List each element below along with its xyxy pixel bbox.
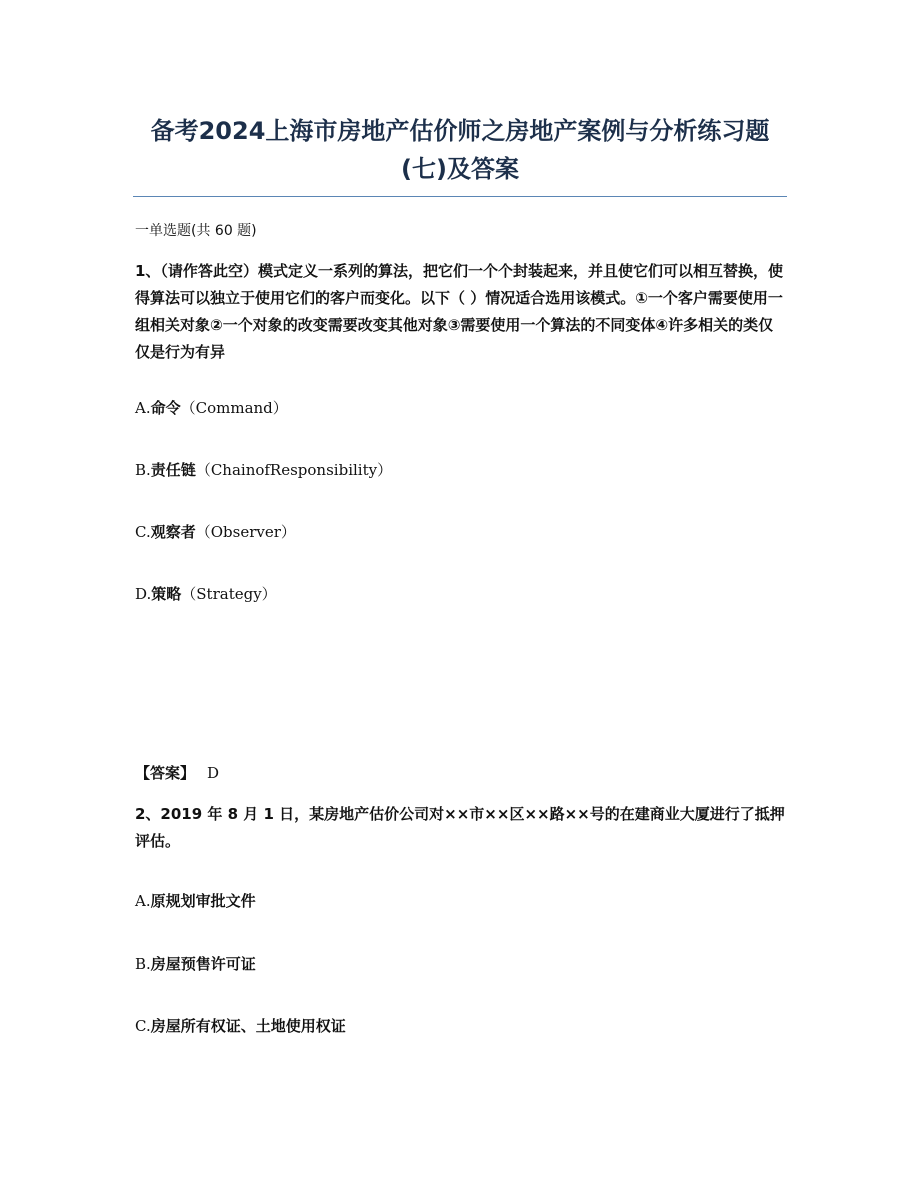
question-1-option-a (135, 397, 288, 419)
option-text: 策略 (151, 585, 182, 603)
option-letter: B. (135, 955, 151, 973)
section-header: 一单选题(共 60 题) (135, 223, 257, 239)
option-text: 原规划审批文件 (150, 892, 256, 910)
option-letter: B. (135, 461, 151, 479)
question-1-option-d (135, 583, 277, 605)
option-text: 责任链 (150, 461, 196, 479)
option-english: （Strategy） (181, 585, 277, 603)
title-divider (133, 196, 787, 197)
option-letter: A. (135, 892, 151, 910)
question-2-option-a (135, 890, 256, 912)
answer-value: D (207, 764, 220, 782)
question-2-option-c (135, 1015, 346, 1037)
question-2-text: 2、2019 年 8 月 1 日，某房地产估价公司对××市××区××路××号的在建商业大厦进行了抵押评估。 (135, 805, 785, 850)
option-text: 房屋预售许可证 (150, 955, 256, 973)
option-letter: C. (135, 1017, 151, 1035)
question-1-text: 1、（请作答此空）模式定义一系列的算法，把它们一个个封装起来，并且使它们可以相互替换，使得算法可以独立于使用它们的客户而变化。以下（ ）情况适合选用该模式。①一个客户需要使用一组相关对象②一个对象的改变需要改变其他对象③需要使用一个算法的不同变体④许多相关的类仅仅是行为有异 (135, 262, 783, 361)
option-text: 观察者 (150, 523, 196, 541)
question-2-option-b (135, 953, 256, 975)
option-english: （Observer） (195, 523, 296, 541)
question-1-option-b (135, 459, 392, 481)
option-letter: D. (135, 585, 152, 603)
option-letter: A. (135, 399, 151, 417)
option-text: 房屋所有权证、土地使用权证 (150, 1017, 346, 1035)
document-title: 备考2024上海市房地产估价师之房地产案例与分析练习题(七)及答案 (150, 117, 770, 183)
option-english: （Command） (180, 399, 288, 417)
question-1-option-c (135, 521, 296, 543)
option-letter: C. (135, 523, 151, 541)
answer-label: 【答案】 (135, 764, 196, 782)
option-text: 命令 (150, 399, 181, 417)
option-english: （ChainofResponsibility） (195, 461, 393, 479)
question-1-answer (135, 762, 219, 784)
